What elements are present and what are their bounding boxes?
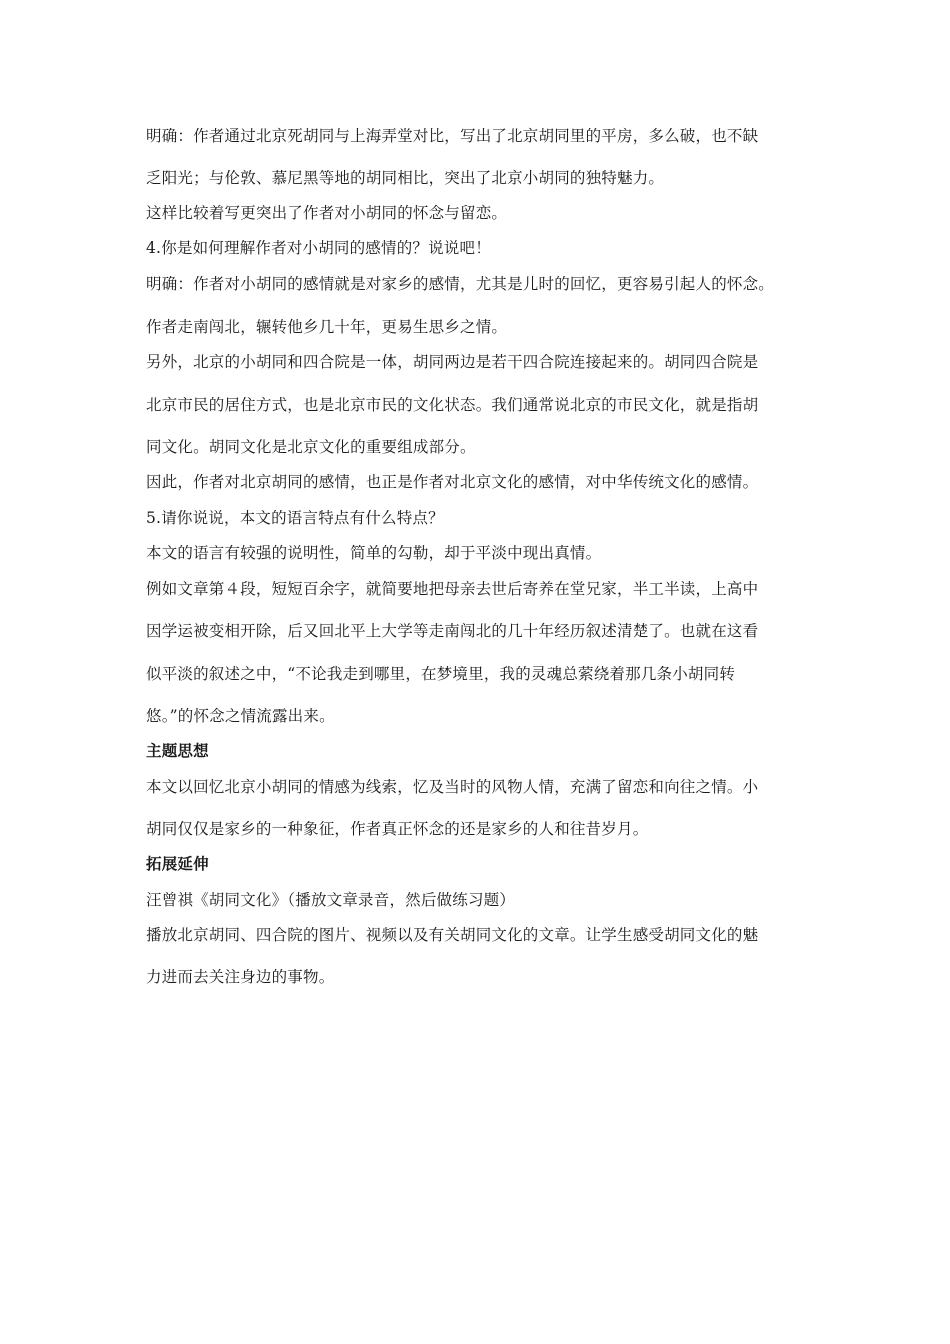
paragraph-line: 北京市民的居住方式，也是北京市民的文化状态。我们通常说北京的市民文化，就是指胡 — [146, 396, 759, 414]
paragraph-line: 本文的语言有较强的说明性，简单的勾勒，却于平淡中现出真情。 — [146, 544, 602, 562]
paragraph-line: 另外，北京的小胡同和四合院是一体，胡同两边是若干四合院连接起来的。胡同四合院是 — [146, 353, 759, 371]
paragraph-line: 汪曾祺《胡同文化》（播放文章录音，然后做练习题） — [146, 891, 516, 909]
paragraph-line: 乏阳光；与伦敦、慕尼黑等地的胡同相比，突出了北京小胡同的独特魅力。 — [146, 169, 665, 187]
paragraph-line: 作者走南闯北，辗转他乡几十年，更易生思乡之情。 — [146, 318, 508, 336]
section-heading-extension: 拓展延伸 — [146, 855, 209, 873]
paragraph-line: 明确：作者通过北京死胡同与上海弄堂对比，写出了北京胡同里的平房，多么破，也不缺 — [146, 127, 759, 145]
paragraph-line: 因学运被变相开除，后又回北平上大学等走南闯北的几十年经历叙述清楚了。也就在这看 — [146, 622, 759, 640]
paragraph-line: 这样比较着写更突出了作者对小胡同的怀念与留恋。 — [146, 204, 508, 222]
paragraph-line: 同文化。胡同文化是北京文化的重要组成部分。 — [146, 438, 476, 456]
paragraph-line: 胡同仅仅是家乡的一种象征，作者真正怀念的还是家乡的人和往昔岁月。 — [146, 820, 649, 838]
paragraph-line: 悠。”的怀念之情流露出来。 — [146, 707, 335, 725]
question-line: 5.请你说说，本文的语言特点有什么特点？ — [146, 509, 444, 527]
paragraph-line: 明确：作者对小胡同的感情就是对家乡的感情，尤其是儿时的回忆，更容易引起人的怀念。 — [146, 275, 775, 293]
paragraph-line: 本文以回忆北京小胡同的情感为线索，忆及当时的风物人情，充满了留恋和向往之情。小 — [146, 778, 759, 796]
paragraph-line: 播放北京胡同、四合院的图片、视频以及有关胡同文化的文章。让学生感受胡同文化的魅 — [146, 926, 759, 944]
section-heading-theme: 主题思想 — [146, 742, 209, 760]
paragraph-line: 例如文章第４段，短短百余字，就简要地把母亲去世后寄养在堂兄家，半工半读，上高中 — [146, 580, 759, 598]
paragraph-line: 似平淡的叙述之中，“不论我走到哪里，在梦境里，我的灵魂总萦绕着那几条小胡同转 — [146, 665, 736, 683]
paragraph-line: 因此，作者对北京胡同的感情，也正是作者对北京文化的感情，对中华传统文化的感情。 — [146, 473, 759, 491]
question-line: 4.你是如何理解作者对小胡同的感情的？说说吧！ — [146, 239, 491, 257]
paragraph-line: 力进而去关注身边的事物。 — [146, 968, 335, 986]
